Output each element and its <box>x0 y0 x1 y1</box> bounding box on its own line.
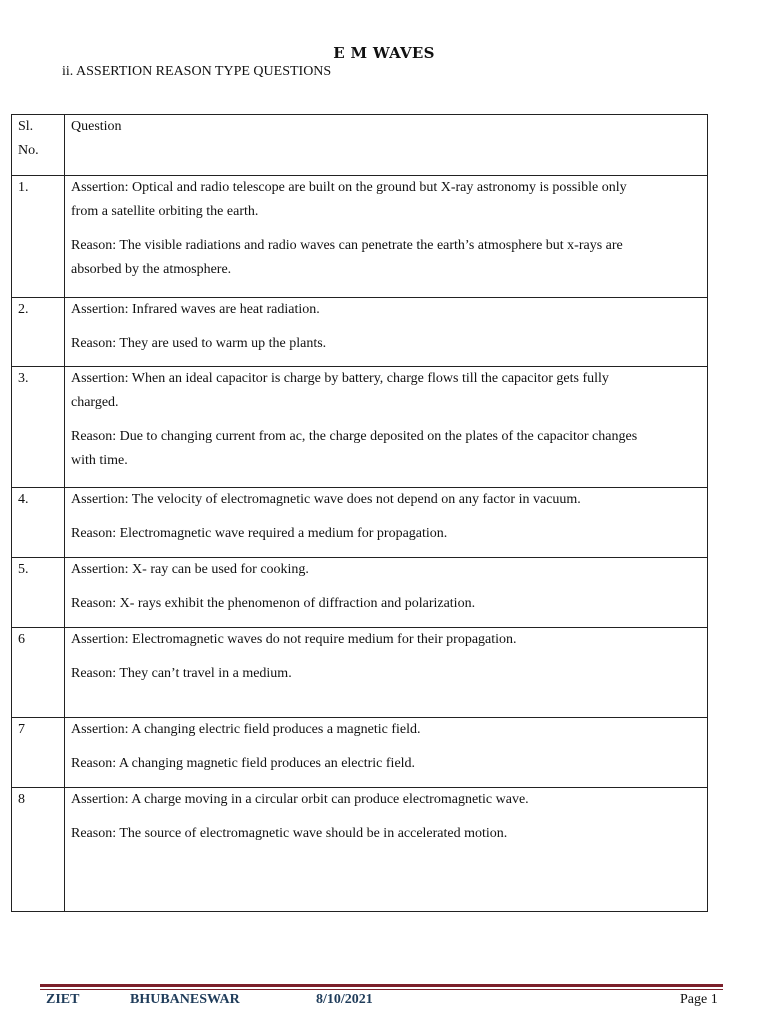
row-number-cell <box>12 788 65 912</box>
reason-text: Reason: The visible radiations and radio waves can penetrate the earth’s atmosphere but x-rays are <box>71 238 623 253</box>
reason-text: absorbed by the atmosphere. <box>71 262 232 277</box>
row-number: 1. <box>18 180 29 195</box>
table-row <box>12 788 708 912</box>
assertion-text: from a satellite orbiting the earth. <box>71 204 259 219</box>
row-number-cell <box>12 176 65 298</box>
row-number: 8 <box>18 792 25 807</box>
table-row <box>12 628 708 718</box>
row-number: 5. <box>18 562 29 577</box>
row-number: 6 <box>18 632 25 647</box>
assertion-text: Assertion: Optical and radio telescope are built on the ground but X-ray astronomy is possible only <box>71 180 627 195</box>
footer-org: ZIET <box>46 992 80 1007</box>
row-number: 2. <box>18 302 29 317</box>
row-number-cell <box>12 298 65 367</box>
row-number-cell <box>12 628 65 718</box>
header-sl-line-2: No. <box>18 143 39 158</box>
footer-city: BHUBANESWAR <box>130 992 240 1007</box>
assertion-text: charged. <box>71 395 119 410</box>
footer-rule-thin <box>40 989 723 990</box>
table-row <box>12 367 708 488</box>
assertion-text: Assertion: When an ideal capacitor is charge by battery, charge flows till the capacitor gets fully <box>71 371 609 386</box>
footer-page-number: Page 1 <box>680 992 718 1007</box>
question-cell <box>65 628 708 718</box>
reason-text: Reason: X- rays exhibit the phenomenon of diffraction and polarization. <box>71 596 476 611</box>
table-row <box>12 488 708 558</box>
table-row <box>12 558 708 628</box>
question-cell <box>65 176 708 298</box>
row-number: 4. <box>18 492 29 507</box>
question-cell <box>65 558 708 628</box>
question-cell <box>65 718 708 788</box>
table-row <box>12 298 708 367</box>
table-header-row <box>12 115 708 176</box>
question-cell <box>65 488 708 558</box>
reason-text: Reason: A changing magnetic field produces an electric field. <box>71 756 416 771</box>
assertion-text: Assertion: X- ray can be used for cooking. <box>71 562 309 577</box>
row-number: 7 <box>18 722 25 737</box>
question-cell <box>65 298 708 367</box>
header-sl-cell <box>12 115 65 176</box>
row-number-cell <box>12 367 65 488</box>
row-number-cell <box>12 718 65 788</box>
row-number-cell <box>12 488 65 558</box>
assertion-text: Assertion: A changing electric field produces a magnetic field. <box>71 722 421 737</box>
reason-text: Reason: Electromagnetic wave required a medium for propagation. <box>71 526 448 541</box>
question-cell <box>65 367 708 488</box>
header-question-cell <box>65 115 708 176</box>
table-row <box>12 718 708 788</box>
reason-text: with time. <box>71 453 128 468</box>
table-row <box>12 176 708 298</box>
reason-text: Reason: The source of electromagnetic wave should be in accelerated motion. <box>71 826 508 841</box>
assertion-text: Assertion: The velocity of electromagnetic wave does not depend on any factor in vacuum. <box>71 492 581 507</box>
header-sl-line-1: Sl. <box>18 119 34 134</box>
document-title: E M WAVES <box>333 44 435 62</box>
reason-text: Reason: They can’t travel in a medium. <box>71 666 292 681</box>
footer-date: 8/10/2021 <box>316 992 373 1007</box>
assertion-text: Assertion: A charge moving in a circular orbit can produce electromagnetic wave. <box>71 792 529 807</box>
question-table <box>11 114 708 912</box>
reason-text: Reason: Due to changing current from ac, the charge deposited on the plates of the capacitor changes <box>71 429 638 444</box>
row-number-cell <box>12 558 65 628</box>
section-subtitle: ii. ASSERTION REASON TYPE QUESTIONS <box>62 64 332 79</box>
header-question: Question <box>71 119 122 134</box>
reason-text: Reason: They are used to warm up the plants. <box>71 336 327 351</box>
assertion-text: Assertion: Infrared waves are heat radiation. <box>71 302 320 317</box>
row-number: 3. <box>18 371 29 386</box>
footer-rule <box>40 984 723 987</box>
assertion-text: Assertion: Electromagnetic waves do not require medium for their propagation. <box>71 632 517 647</box>
question-cell <box>65 788 708 912</box>
